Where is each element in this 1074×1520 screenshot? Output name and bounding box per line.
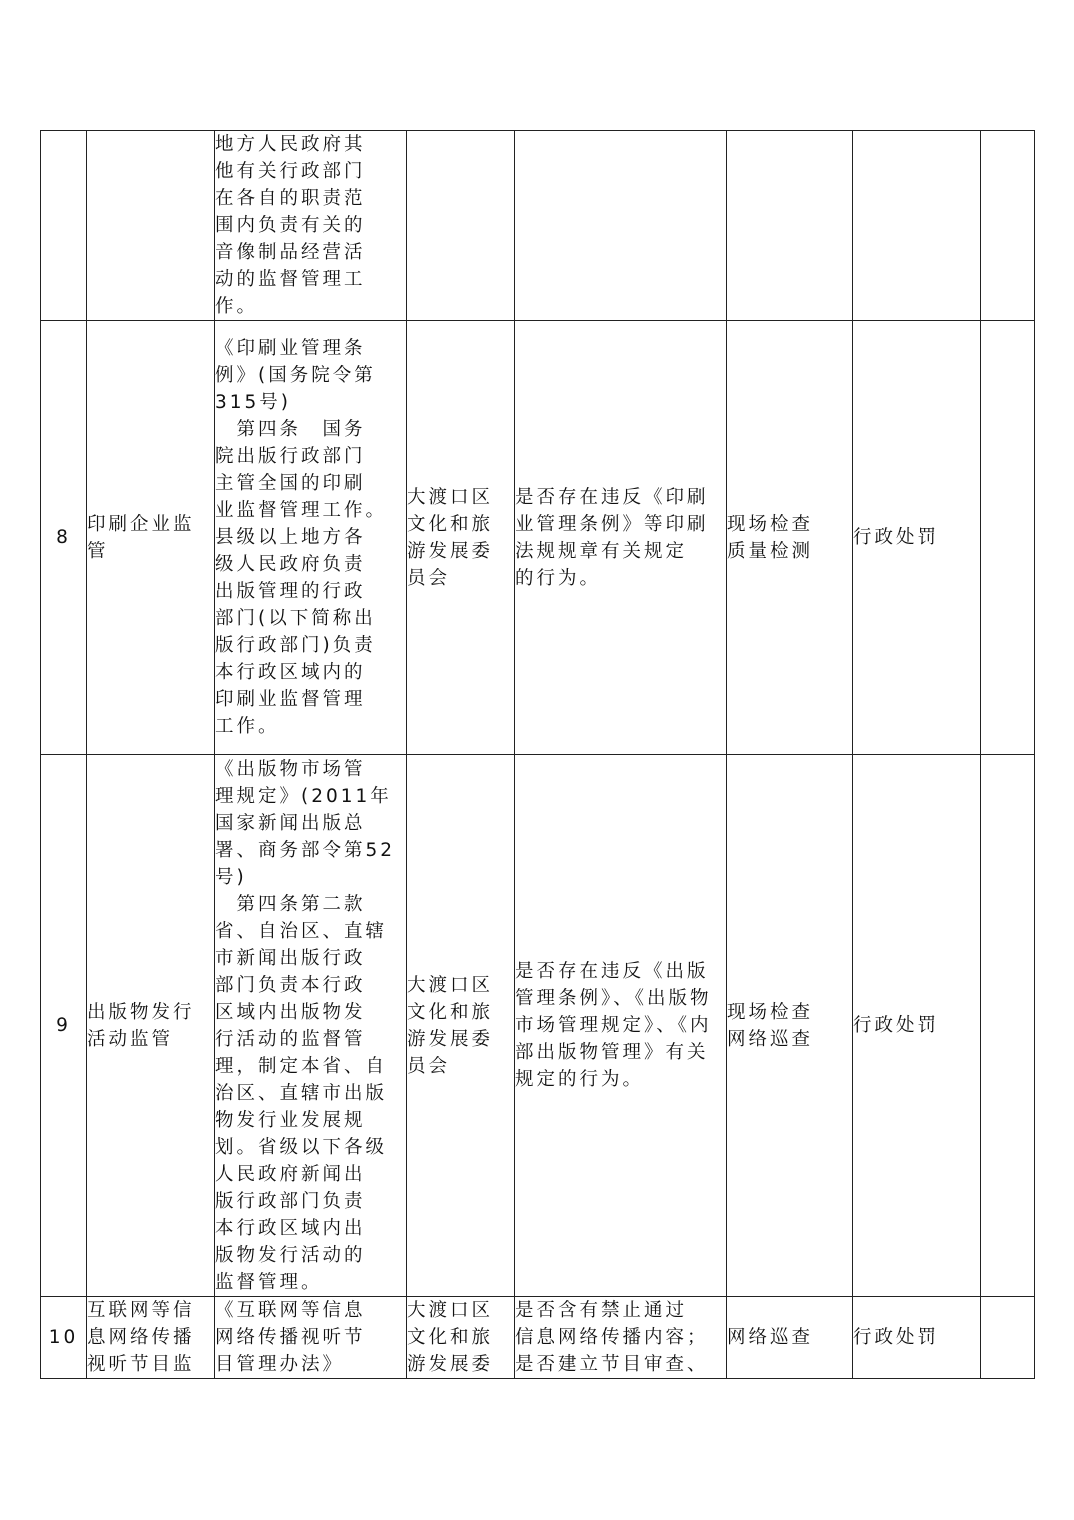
- responsible-department-line: 员会: [407, 1055, 451, 1077]
- supervision-item-line: 互联网等信: [87, 1300, 195, 1321]
- legal-basis-line: 版行政部门)负责: [215, 635, 376, 656]
- inspection-content: [515, 755, 727, 1297]
- table-row: [41, 131, 1035, 321]
- legal-basis-line: 级人民政府负责: [215, 554, 366, 575]
- responsible-department-line: 大渡口区: [407, 486, 494, 508]
- remarks-cell: [981, 1297, 1035, 1379]
- table-body: [41, 131, 1035, 1379]
- table-row: [41, 755, 1035, 1297]
- legal-basis-line: 主管全国的印刷: [215, 473, 366, 494]
- inspection-method-line: 网络巡查: [727, 1028, 814, 1050]
- legal-basis-line: 例》(国务院令第: [215, 365, 376, 386]
- responsible-department: [407, 131, 515, 321]
- inspection-method-line: 网络巡查: [727, 1327, 814, 1348]
- inspection-content-line: 是否建立节目审查、: [515, 1354, 709, 1375]
- responsible-department: [407, 755, 515, 1297]
- inspection-content: [515, 131, 727, 321]
- legal-basis-line: 院出版行政部门: [215, 446, 366, 467]
- row-number: [41, 131, 87, 321]
- inspection-content-line: 是否含有禁止通过: [515, 1300, 688, 1321]
- legal-basis-line: 理规定》(2011年: [215, 785, 392, 807]
- legal-basis-line: 省、自治区、直辖: [215, 920, 388, 942]
- supervision-item-line: 印刷企业监: [87, 513, 195, 535]
- inspection-content-line: 管理条例》、《出版物: [515, 988, 712, 1009]
- legal-basis-line: 工作。: [215, 716, 280, 737]
- row-number: 9: [41, 755, 87, 1297]
- legal-basis-line: 业监督管理工作。: [215, 500, 388, 521]
- legal-basis-line: 印刷业监督管理: [215, 689, 366, 710]
- remarks-cell: [981, 321, 1035, 755]
- legal-basis-line: 目管理办法》: [215, 1354, 345, 1375]
- inspection-method: [727, 1297, 853, 1379]
- legal-basis-line: 他有关行政部门: [215, 161, 366, 182]
- inspection-content-line: 业管理条例》等印刷: [515, 513, 709, 535]
- supervision-item-line: 出版物发行: [87, 1001, 195, 1023]
- legal-basis-line: 《印刷业管理条: [215, 338, 366, 359]
- responsible-department-line: 文化和旅: [407, 513, 494, 535]
- legal-basis-line: 国家新闻出版总: [215, 812, 366, 834]
- inspection-method: [727, 131, 853, 321]
- row-number: 8: [41, 321, 87, 755]
- responsible-department: [407, 321, 515, 755]
- legal-basis-line: 区域内出版物发: [215, 1001, 366, 1023]
- inspection-method-line: 质量检测: [727, 540, 814, 562]
- legal-basis-line: 本行政区域内出: [215, 1217, 366, 1239]
- legal-basis-line: 网络传播视听节: [215, 1327, 366, 1348]
- legal-basis-line: 理，制定本省、自: [215, 1055, 388, 1077]
- inspection-method: [727, 321, 853, 755]
- row-number: 10: [41, 1297, 87, 1379]
- handling-method: 行政处罚: [853, 755, 981, 1297]
- handling-method: [853, 131, 981, 321]
- responsible-department: [407, 1297, 515, 1379]
- inspection-content-line: 的行为。: [515, 567, 602, 589]
- legal-basis-line: 版行政部门负责: [215, 1190, 366, 1212]
- handling-method: 行政处罚: [853, 1297, 981, 1379]
- legal-basis-line: 部门负责本行政: [215, 974, 366, 996]
- legal-basis-line: 市新闻出版行政: [215, 947, 366, 969]
- legal-basis-line: 出版管理的行政: [215, 581, 366, 602]
- legal-basis-line: 部门(以下简称出: [215, 608, 376, 629]
- inspection-content-line: 规定的行为。: [515, 1069, 645, 1090]
- legal-basis-line: 围内负责有关的: [215, 215, 366, 236]
- responsible-department-line: 大渡口区: [407, 1300, 494, 1321]
- inspection-content-line: 部出版物管理》有关: [515, 1042, 709, 1063]
- responsible-department-line: 文化和旅: [407, 1327, 494, 1348]
- legal-basis-line: 县级以上地方各: [215, 527, 366, 548]
- remarks-cell: [981, 755, 1035, 1297]
- legal-basis-line: 号): [215, 866, 247, 888]
- inspection-method-line: 现场检查: [727, 1001, 814, 1023]
- supervision-item-line: 活动监管: [87, 1028, 174, 1050]
- legal-basis-line: 作。: [215, 296, 259, 317]
- legal-basis-line: 监督管理。: [215, 1271, 323, 1293]
- legal-basis-line: 音像制品经营活: [215, 242, 366, 263]
- remarks-cell: [981, 131, 1035, 321]
- legal-basis-line: 《互联网等信息: [215, 1300, 366, 1321]
- supervision-item-line: 息网络传播: [87, 1327, 195, 1348]
- supervision-item: [87, 1297, 215, 1379]
- inspection-content-line: 是否存在违反《出版: [515, 961, 709, 982]
- responsible-department-line: 游发展委: [407, 1028, 494, 1050]
- legal-basis: [215, 755, 407, 1297]
- responsible-department-line: 文化和旅: [407, 1001, 494, 1023]
- legal-basis-line: 行活动的监督管: [215, 1028, 366, 1050]
- table-row: [41, 321, 1035, 755]
- legal-basis-line: 划。省级以下各级: [215, 1136, 388, 1158]
- inspection-content-line: 信息网络传播内容；: [515, 1327, 709, 1348]
- inspection-method: [727, 755, 853, 1297]
- responsible-department-line: 游发展委: [407, 1354, 494, 1375]
- inspection-content-line: 市场管理规定》、《内: [515, 1015, 712, 1036]
- table-row: [41, 1297, 1035, 1379]
- legal-basis-line: 人民政府新闻出: [215, 1163, 366, 1185]
- legal-basis-line: 在各自的职责范: [215, 188, 366, 209]
- supervision-item: [87, 755, 215, 1297]
- legal-basis-line: 第四条 国务: [215, 419, 366, 440]
- responsible-department-line: 游发展委: [407, 540, 494, 562]
- legal-basis-line: 治区、直辖市出版: [215, 1082, 388, 1104]
- supervision-item-line: 视听节目监: [87, 1354, 195, 1375]
- inspection-content: [515, 1297, 727, 1379]
- legal-basis-line: 物发行业发展规: [215, 1109, 366, 1131]
- responsible-department-line: 员会: [407, 567, 451, 589]
- responsible-department-line: 大渡口区: [407, 974, 494, 996]
- legal-basis: [215, 131, 407, 321]
- legal-basis-line: 版物发行活动的: [215, 1244, 366, 1266]
- legal-basis-line: 地方人民政府其: [215, 134, 366, 155]
- supervision-item: [87, 131, 215, 321]
- inspection-content-line: 是否存在违反《印刷: [515, 486, 709, 508]
- legal-basis-line: 315号): [215, 392, 292, 413]
- supervision-item: [87, 321, 215, 755]
- supervision-table: [40, 130, 1035, 1379]
- legal-basis: [215, 1297, 407, 1379]
- legal-basis-line: 第四条第二款: [215, 893, 366, 915]
- handling-method: 行政处罚: [853, 321, 981, 755]
- inspection-content-line: 法规规章有关规定: [515, 540, 688, 562]
- legal-basis-line: 本行政区域内的: [215, 662, 366, 683]
- legal-basis: [215, 321, 407, 755]
- inspection-content: [515, 321, 727, 755]
- legal-basis-line: 《出版物市场管: [215, 758, 366, 780]
- inspection-method-line: 现场检查: [727, 513, 814, 535]
- legal-basis-line: 动的监督管理工: [215, 269, 366, 290]
- legal-basis-line: 署、商务部令第52: [215, 839, 396, 861]
- supervision-item-line: 管: [87, 540, 109, 562]
